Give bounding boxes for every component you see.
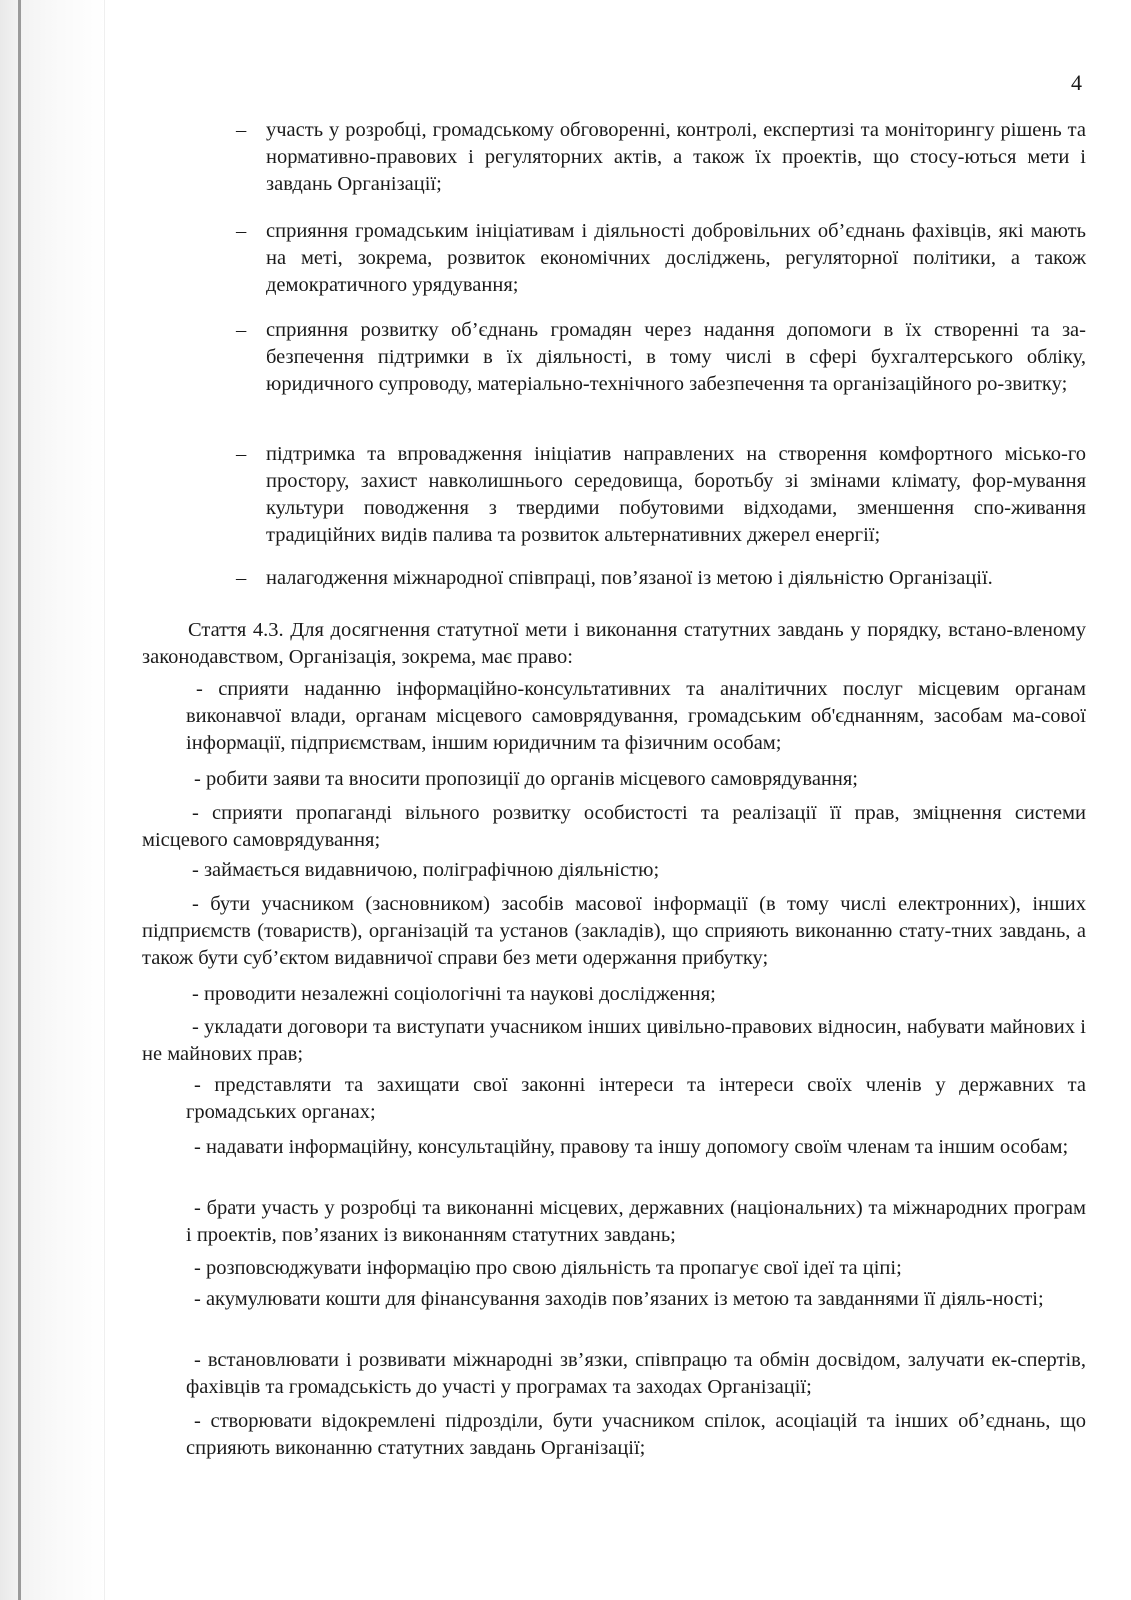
bullet-item: участь у розробці, громадському обговоренні, контролі, експертизі та моніторингу рішень та нормативно-правових і регуляторних актів, а також їх проектів, що стосу-ються мети і завдань Організації;: [266, 119, 1086, 195]
bullet-mark: –: [236, 443, 247, 465]
right-item: - встановлювати і розвивати міжнародні зв’язки, співпрацю та обмін досвідом, залучати ек-спертів, фахівців та громадськість до участі у програмах та заходах Організації;: [186, 1349, 1086, 1398]
right-item: - робити заяви та вносити пропозиції до органів місцевого самоврядування;: [194, 768, 858, 790]
right-item: - представляти та захищати свої законні інтереси та інтереси своїх членів у державних та громадських органах;: [186, 1074, 1086, 1123]
right-item: - створювати відокремлені підрозділи, бути учасником спілок, асоціацій та інших об’єднань, що сприяють виконанню статутних завдань Організації;: [186, 1410, 1086, 1459]
bullet-item: сприяння громадським ініціативам і діяльності добровільних об’єднань фахівців, які мають на меті, зокрема, розвиток економічних досліджень, регуляторної політики, а також демократичного урядування;: [266, 220, 1086, 296]
right-item: - сприяти пропаганді вільного розвитку особистості та реалізації її прав, зміцнення системи місцевого самоврядування;: [142, 802, 1086, 851]
bullet-mark: –: [236, 567, 247, 589]
scan-edge-line-inner: [104, 0, 105, 1600]
right-item: - надавати інформаційну, консультаційну, правову та іншу допомогу своїм членам та іншим особам;: [194, 1136, 1069, 1158]
right-item: - укладати договори та виступати учасником інших цивільно-правових відносин, набувати майнових і не майнових прав;: [142, 1016, 1086, 1065]
bullet-item: сприяння розвитку об’єднань громадян через надання допомоги в їх створенні та за-безпечення підтримки в їх діяльності, в тому числі в сфері бухгалтерського обліку, юридичного супроводу, матеріально-технічного забезпечення та організаційного ро-звитку;: [266, 319, 1086, 395]
right-item: - розповсюджувати інформацію про свою діяльність та пропагує свої ідеї та ціпі;: [194, 1257, 902, 1279]
bullet-item: підтримка та впровадження ініціатив направлених на створення комфортного місько-го простору, захист навколишнього середовища, боротьбу зі змінами клімату, фор-мування культури поводження з твердими побутовими відходами, зменшення спо-живання традиційних видів палива та розвиток альтернативних джерел енергії;: [266, 443, 1086, 546]
article-intro: Стаття 4.3. Для досягнення статутної мети і виконання статутних завдань у порядку, встано-вленому законодавством, Організація, зокрема, має право:: [142, 619, 1086, 668]
right-item: - займається видавничою, поліграфічною діяльністю;: [192, 859, 660, 881]
bullet-mark: –: [236, 119, 247, 141]
right-item: - сприяти наданню інформаційно-консультативних та аналітичних послуг місцевим органам виконавчої влади, органам місцевого самоврядування, громадським об'єднанням, засобам ма-сової інформації, підприємствам, іншим юридичним та фізичним особам;: [186, 678, 1086, 754]
right-item: - бути учасником (засновником) засобів масової інформації (в тому числі електронних), інших підприємств (товариств), організацій та установ (закладів), що сприяють виконанню стату-тних завдань, а також бути суб’єктом видавничої справи без мети одержання прибутку;: [142, 893, 1086, 969]
bullet-item: налагодження міжнародної співпраці, пов’язаної із метою і діяльністю Організації.: [266, 567, 993, 589]
scan-margin: [0, 0, 106, 1600]
right-item: - акумулювати кошти для фінансування заходів пов’язаних із метою та завданнями її діяль-ності;: [194, 1288, 1044, 1310]
bullet-mark: –: [236, 319, 247, 341]
bullet-mark: –: [236, 220, 247, 242]
right-item: - проводити незалежні соціологічні та наукові дослідження;: [192, 983, 716, 1005]
page-number: 4: [1071, 70, 1082, 95]
scan-edge-line: [18, 0, 21, 1600]
right-item: - брати участь у розробці та виконанні місцевих, державних (національних) та міжнародних програм і проектів, пов’язаних із виконанням статутних завдань;: [186, 1197, 1086, 1246]
